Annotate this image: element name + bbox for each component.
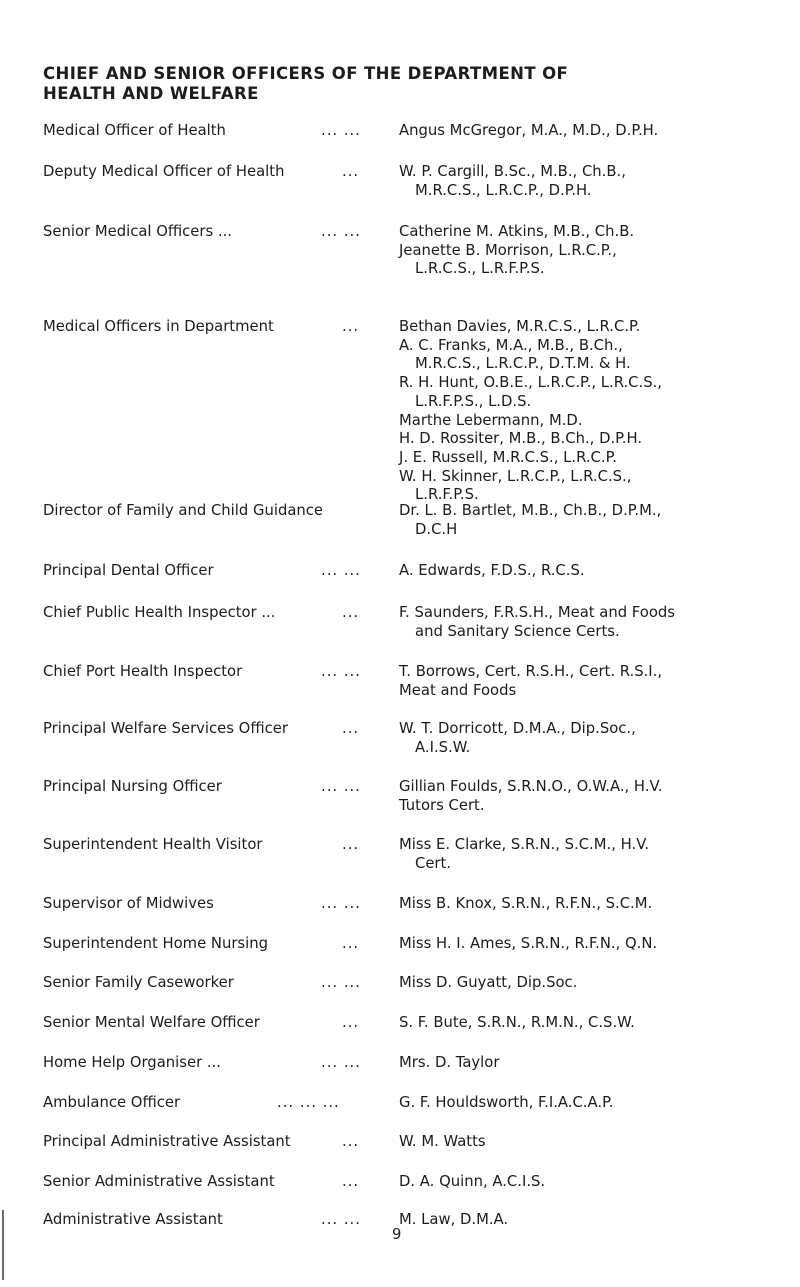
officer-names — [399, 163, 769, 200]
officer-role: Principal Welfare Services Officer — [43, 720, 288, 737]
officer-name-line: A. Edwards, F.D.S., R.C.S. — [399, 562, 585, 579]
officer-name-line: Miss D. Guyatt, Dip.Soc. — [399, 974, 578, 991]
officer-name-line: W. M. Watts — [399, 1133, 486, 1150]
dot-leader: ... ... — [321, 974, 361, 991]
officer-names — [399, 1211, 769, 1230]
officer-name-line: W. T. Dorricott, D.M.A., Dip.Soc., — [399, 720, 636, 737]
officer-names — [399, 1094, 769, 1113]
officer-name-line: and Sanitary Science Certs. — [415, 622, 620, 640]
officer-name-line: Cert. — [415, 854, 452, 872]
officer-name-line: Catherine M. Atkins, M.B., Ch.B. — [399, 223, 635, 240]
officer-role: Administrative Assistant — [43, 1211, 223, 1228]
officer-role: Principal Nursing Officer — [43, 778, 222, 795]
officer-name-line: J. E. Russell, M.R.C.S., L.R.C.P. — [399, 448, 617, 466]
officer-name-line: L.R.C.S., L.R.F.P.S. — [415, 260, 545, 278]
officer-role: Home Help Organiser ... — [43, 1054, 221, 1071]
officer-name-line: A. C. Franks, M.A., M.B., B.Ch., — [399, 336, 623, 354]
officer-role: Superintendent Health Visitor — [43, 836, 263, 853]
officer-name-line: M.R.C.S., L.R.C.P., D.P.H. — [415, 181, 592, 199]
officer-names — [399, 836, 769, 873]
officer-names — [399, 895, 769, 914]
officer-name-line: Miss E. Clarke, S.R.N., S.C.M., H.V. — [399, 836, 650, 853]
officer-role: Ambulance Officer — [43, 1094, 181, 1111]
dot-leader: ... ... — [321, 1054, 361, 1071]
dot-leader: ... — [342, 1133, 360, 1150]
dot-leader: ... — [342, 935, 360, 952]
officer-role: Medical Officer of Health — [43, 122, 226, 139]
officer-role: Principal Dental Officer — [43, 562, 214, 579]
dot-leader: ... ... ... — [277, 1094, 340, 1111]
dot-leader: ... — [342, 836, 360, 853]
page-title-line-2: HEALTH AND WELFARE — [43, 84, 259, 103]
officer-name-line: M.R.C.S., L.R.C.P., D.T.M. & H. — [415, 355, 631, 373]
officer-role: Chief Port Health Inspector — [43, 663, 243, 680]
dot-leader: ... — [342, 163, 360, 180]
officer-names — [399, 1014, 769, 1033]
officer-name-line: H. D. Rossiter, M.B., B.Ch., D.P.H. — [399, 430, 643, 448]
officer-name-line: Jeanette B. Morrison, L.R.C.P., — [399, 241, 617, 259]
officer-names — [399, 1133, 769, 1152]
officer-name-line: W. P. Cargill, B.Sc., M.B., Ch.B., — [399, 163, 626, 180]
dot-leader: ... ... — [321, 778, 361, 795]
officer-names — [399, 502, 769, 539]
scan-edge-mark — [2, 1210, 4, 1280]
officer-name-line: Gillian Foulds, S.R.N.O., O.W.A., H.V. — [399, 778, 663, 795]
officer-role: Senior Administrative Assistant — [43, 1173, 275, 1190]
dot-leader: ... — [342, 720, 360, 737]
officer-role: Senior Mental Welfare Officer — [43, 1014, 260, 1031]
page-title — [43, 64, 763, 104]
dot-leader: ... ... — [321, 562, 361, 579]
officer-name-line: Miss H. I. Ames, S.R.N., R.F.N., Q.N. — [399, 935, 658, 952]
officer-names — [399, 663, 769, 700]
officer-names — [399, 318, 769, 505]
officer-name-line: F. Saunders, F.R.S.H., Meat and Foods — [399, 604, 675, 621]
page-title-line-1: CHIEF AND SENIOR OFFICERS OF THE DEPARTMENT OF — [43, 64, 569, 83]
dot-leader: ... — [342, 1173, 360, 1190]
officer-role: Supervisor of Midwives — [43, 895, 214, 912]
officer-names — [399, 122, 769, 141]
dot-leader: ... ... — [321, 122, 361, 139]
officer-names — [399, 778, 769, 815]
officer-name-line: Meat and Foods — [399, 681, 517, 699]
officer-name-line: S. F. Bute, S.R.N., R.M.N., C.S.W. — [399, 1014, 635, 1031]
officer-name-line: D. A. Quinn, A.C.I.S. — [399, 1173, 546, 1190]
officer-name-line: Bethan Davies, M.R.C.S., L.R.C.P. — [399, 318, 641, 335]
dot-leader: ... ... — [321, 1211, 361, 1228]
page-number: 9 — [392, 1226, 402, 1243]
officer-names — [399, 1054, 769, 1073]
officer-names — [399, 562, 769, 581]
officer-name-line: T. Borrows, Cert. R.S.H., Cert. R.S.I., — [399, 663, 663, 680]
officer-name-line: W. H. Skinner, L.R.C.P., L.R.C.S., — [399, 467, 632, 485]
officer-name-line: Mrs. D. Taylor — [399, 1054, 500, 1071]
officer-name-line: Miss B. Knox, S.R.N., R.F.N., S.C.M. — [399, 895, 653, 912]
officer-names — [399, 974, 769, 993]
officer-name-line: Marthe Lebermann, M.D. — [399, 411, 583, 429]
officer-role: Medical Officers in Department — [43, 318, 274, 335]
officer-names — [399, 223, 769, 279]
officer-name-line: Dr. L. B. Bartlet, M.B., Ch.B., D.P.M., — [399, 502, 662, 519]
officer-role: Senior Family Caseworker — [43, 974, 234, 991]
officer-names — [399, 604, 769, 641]
officer-role: Chief Public Health Inspector ... — [43, 604, 276, 621]
officer-name-line: D.C.H — [415, 520, 458, 538]
dot-leader: ... — [342, 604, 360, 621]
officer-name-line: R. H. Hunt, O.B.E., L.R.C.P., L.R.C.S., — [399, 374, 662, 392]
officer-name-line: L.R.F.P.S., L.D.S. — [415, 392, 532, 410]
officer-role: Director of Family and Child Guidance — [43, 502, 324, 519]
officer-names — [399, 720, 769, 757]
dot-leader: ... — [342, 1014, 360, 1031]
officer-name-line: Angus McGregor, M.A., M.D., D.P.H. — [399, 122, 659, 139]
officer-names — [399, 1173, 769, 1192]
officer-role: Superintendent Home Nursing — [43, 935, 269, 952]
officer-name-line: M. Law, D.M.A. — [399, 1211, 509, 1228]
officer-name-line: A.I.S.W. — [415, 738, 471, 756]
officer-role: Senior Medical Officers ... — [43, 223, 233, 240]
officer-name-line: G. F. Houldsworth, F.I.A.C.A.P. — [399, 1094, 614, 1111]
dot-leader: ... ... — [321, 223, 361, 240]
dot-leader: ... ... — [321, 663, 361, 680]
officer-role: Principal Administrative Assistant — [43, 1133, 291, 1150]
officer-role: Deputy Medical Officer of Health — [43, 163, 285, 180]
officer-name-line: L.R.F.P.S. — [415, 486, 479, 504]
officer-names — [399, 935, 769, 954]
dot-leader: ... — [342, 318, 360, 335]
officer-name-line: Tutors Cert. — [399, 796, 485, 814]
dot-leader: ... ... — [321, 895, 361, 912]
